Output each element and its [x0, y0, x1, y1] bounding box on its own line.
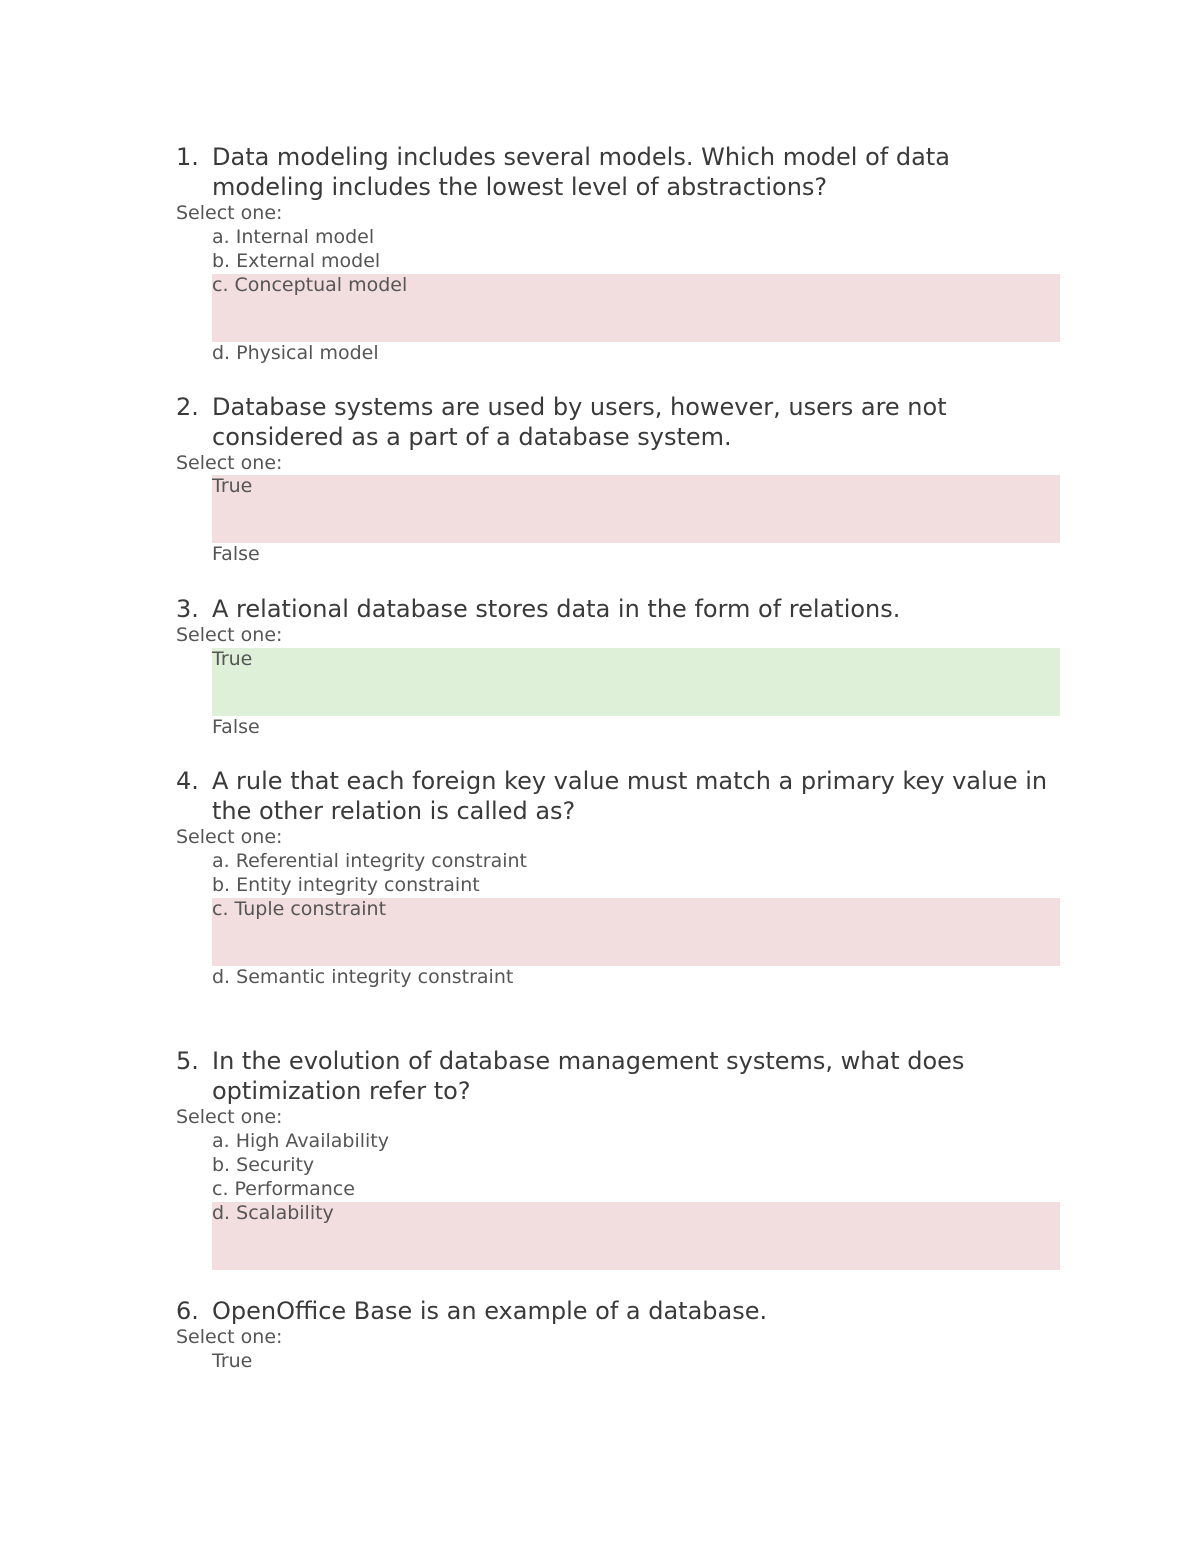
question-title: [176, 594, 1060, 624]
question-title: [176, 1046, 1060, 1106]
answer-option[interactable]: a. High Availability: [212, 1130, 389, 1152]
answer-option[interactable]: False: [212, 716, 260, 738]
question-number: 1.: [176, 143, 199, 171]
answer-options: [212, 1350, 1060, 1374]
answer-options: [212, 226, 1060, 366]
answer-option[interactable]: True: [212, 1350, 253, 1372]
answer-option-incorrect[interactable]: c. Conceptual model: [212, 274, 1060, 342]
answer-options: [212, 850, 1060, 990]
question-text: Data modeling includes several models. Which model of data modeling includes the lowest level of abstractions?: [212, 143, 950, 201]
select-one-prompt: Select one:: [176, 826, 283, 848]
question-title: [176, 392, 1060, 452]
answer-option-incorrect[interactable]: c. Tuple constraint: [212, 898, 1060, 966]
question-text: A rule that each foreign key value must match a primary key value in the other relation is called as?: [212, 767, 1048, 825]
answer-option[interactable]: False: [212, 543, 260, 565]
answer-option[interactable]: c. Performance: [212, 1178, 355, 1200]
question-1: [176, 142, 1060, 366]
select-one-prompt: Select one:: [176, 202, 283, 224]
question-5: [176, 1046, 1060, 1270]
question-3: [176, 594, 1060, 740]
answer-option[interactable]: b. Security: [212, 1154, 315, 1176]
select-one-prompt: Select one:: [176, 1106, 283, 1128]
question-text: A relational database stores data in the form of relations.: [212, 595, 901, 623]
question-text: OpenOffice Base is an example of a database.: [212, 1297, 768, 1325]
answer-option[interactable]: d. Physical model: [212, 342, 379, 364]
select-one-prompt: Select one:: [176, 452, 283, 474]
answer-options: [212, 475, 1060, 567]
answer-option[interactable]: a. Internal model: [212, 226, 375, 248]
answer-options: [212, 648, 1060, 740]
answer-option[interactable]: b. External model: [212, 250, 381, 272]
answer-option[interactable]: a. Referential integrity constraint: [212, 850, 527, 872]
answer-option[interactable]: b. Entity integrity constraint: [212, 874, 480, 896]
question-title: [176, 766, 1060, 826]
question-2: [176, 392, 1060, 567]
question-6: [176, 1296, 1060, 1374]
question-title: [176, 142, 1060, 202]
question-title: [176, 1296, 1060, 1326]
question-number: 3.: [176, 595, 199, 623]
question-text: Database systems are used by users, however, users are not considered as a part of a database system.: [212, 393, 947, 451]
question-number: 5.: [176, 1047, 199, 1075]
select-one-prompt: Select one:: [176, 1326, 283, 1348]
question-4: [176, 766, 1060, 990]
answer-options: [212, 1130, 1060, 1270]
answer-option-incorrect[interactable]: True: [212, 475, 1060, 543]
select-one-prompt: Select one:: [176, 624, 283, 646]
question-text: In the evolution of database management systems, what does optimization refer to?: [212, 1047, 965, 1105]
answer-option-correct[interactable]: True: [212, 648, 1060, 716]
question-number: 2.: [176, 393, 199, 421]
question-number: 4.: [176, 767, 199, 795]
answer-option[interactable]: d. Semantic integrity constraint: [212, 966, 514, 988]
answer-option-incorrect[interactable]: d. Scalability: [212, 1202, 1060, 1270]
question-number: 6.: [176, 1297, 199, 1325]
